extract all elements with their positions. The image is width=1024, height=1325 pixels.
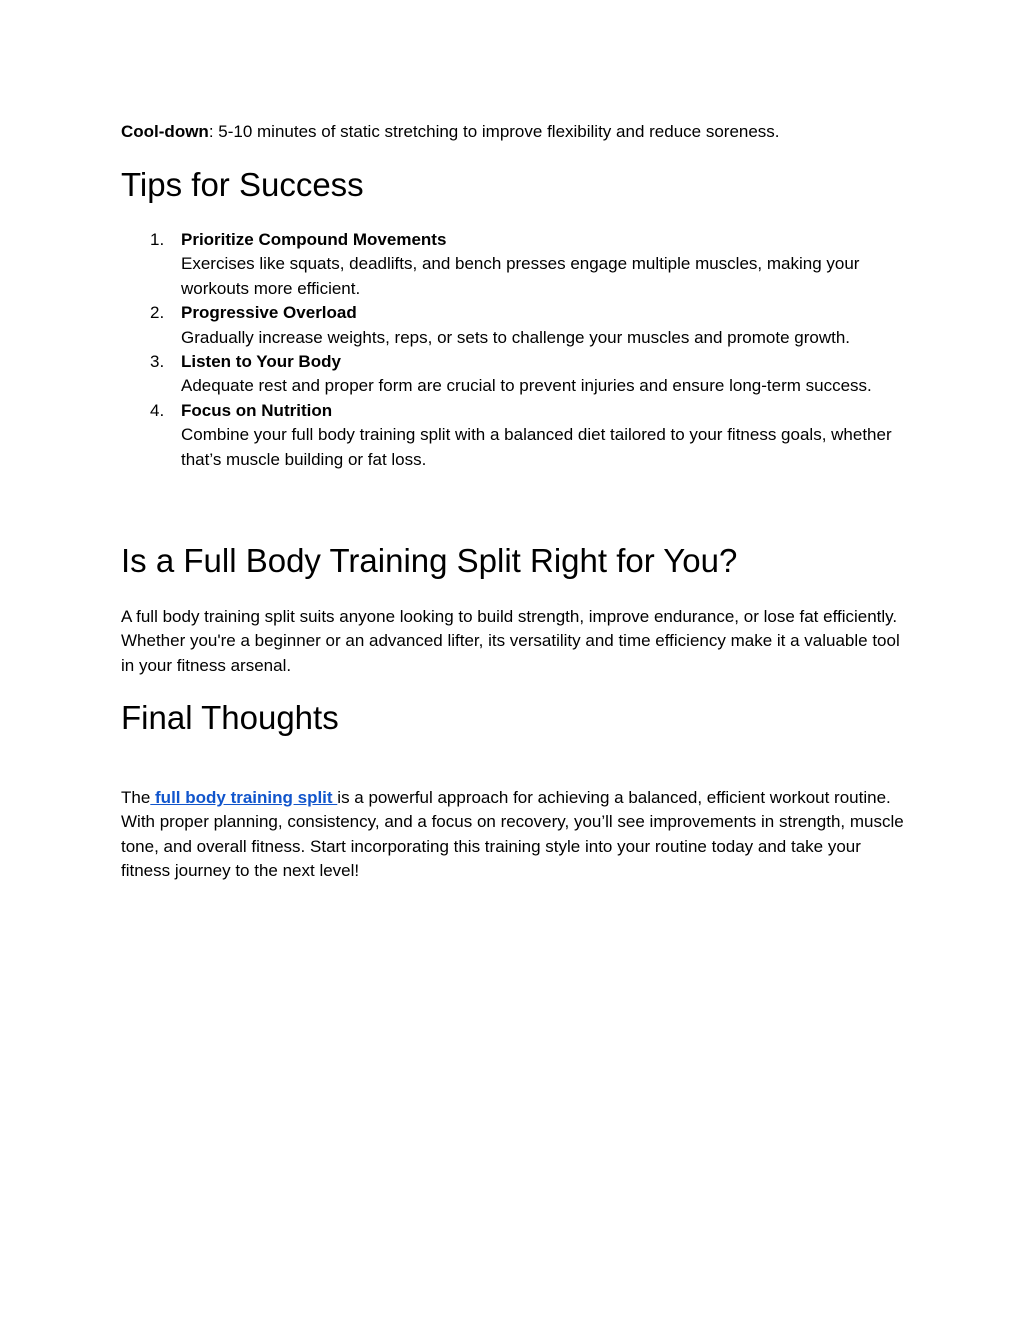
tips-list	[121, 228, 911, 472]
tip-title: Listen to Your Body	[181, 352, 341, 372]
tip-description: Combine your full body training split with a balanced diet tailored to your fitness goals, whether that’s muscle building or fat loss.	[181, 425, 892, 469]
final-thoughts-paragraph	[121, 786, 911, 884]
final-thoughts-heading: Final Thoughts	[121, 699, 339, 736]
tip-title: Progressive Overload	[181, 303, 357, 323]
tips-heading: Tips for Success	[121, 166, 364, 203]
tip-title: Focus on Nutrition	[181, 400, 333, 420]
tip-title: Prioritize Compound Movements	[181, 230, 447, 249]
tip-item	[121, 228, 911, 301]
tip-item	[121, 399, 911, 472]
cooldown-text: : 5-10 minutes of static stretching to improve flexibility and reduce soreness.	[208, 122, 780, 141]
final-body: is a powerful approach for achieving a balanced, efficient workout routine. With proper planning, consistency, and a focus on recovery, you’ll see improvements in strength, muscle tone, and overall fitness. Start incorporating this training style into your routine today and take your fitness journey to the next level!	[121, 788, 904, 881]
tip-number: 1.	[150, 230, 165, 249]
cooldown-label: Cool-down	[121, 122, 209, 141]
split-suitability-paragraph: A full body training split suits anyone looking to build strength, improve endurance, or lose fat efficiently. Whether you're a beginner or an advanced lifter, its versatility and time efficiency make it a valuable tool in your fitness arsenal.	[121, 607, 900, 675]
tip-item	[121, 301, 911, 350]
tip-item	[121, 350, 911, 399]
tip-number: 3.	[150, 352, 165, 372]
cooldown-paragraph	[121, 120, 911, 144]
tip-number: 4.	[150, 400, 165, 420]
full-body-training-split-link[interactable]: full body training split	[150, 788, 338, 807]
tip-description: Adequate rest and proper form are crucial to prevent injuries and ensure long-term success.	[181, 376, 872, 396]
split-suitability-heading: Is a Full Body Training Split Right for You?	[121, 542, 738, 579]
tip-description: Gradually increase weights, reps, or sets to challenge your muscles and promote growth.	[181, 327, 850, 347]
final-prefix: The	[121, 788, 151, 807]
tip-number: 2.	[150, 303, 165, 323]
tip-description: Exercises like squats, deadlifts, and bench presses engage multiple muscles, making your workouts more efficient.	[181, 254, 860, 298]
